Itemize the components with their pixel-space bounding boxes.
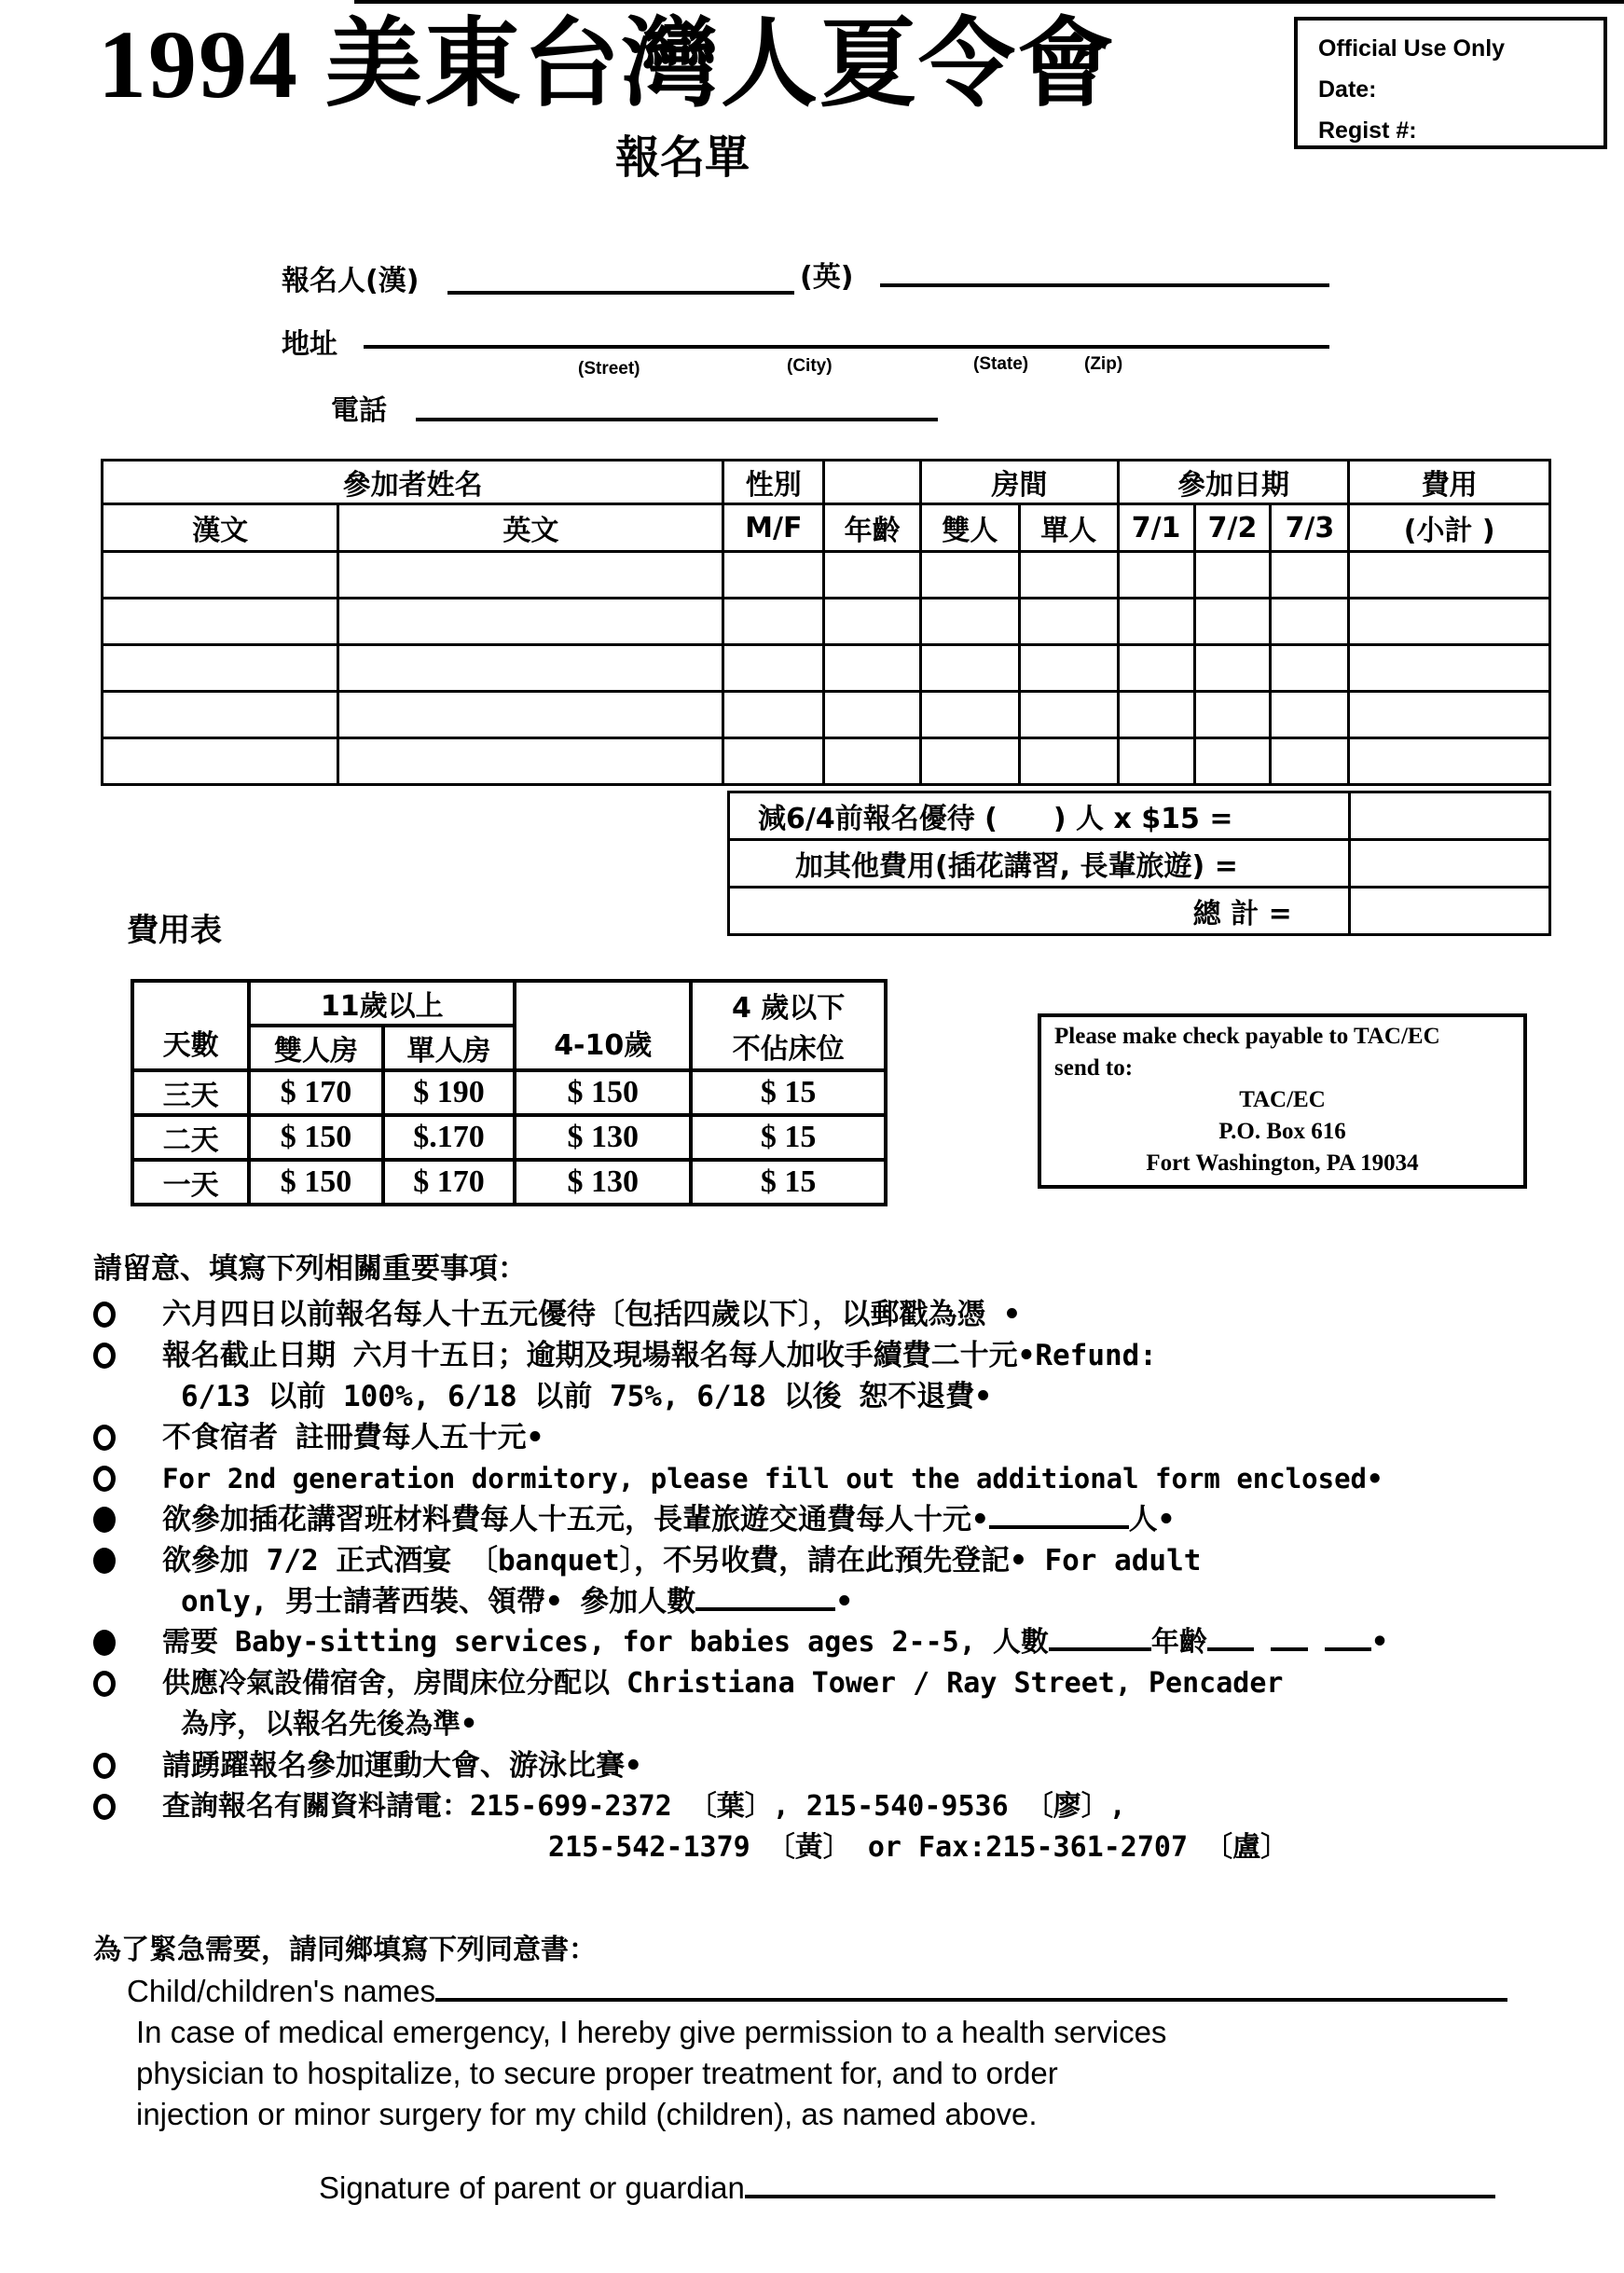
payment-line1: Please make check payable to TAC/EC xyxy=(1054,1024,1440,1049)
form-subtitle: 報名單 xyxy=(615,131,750,184)
babysitting-age-field-1[interactable] xyxy=(1207,1647,1254,1651)
other-fees-field[interactable] xyxy=(1349,840,1549,888)
note-item xyxy=(93,1745,1622,1786)
cell[interactable] xyxy=(824,738,921,785)
fee-age4-10: $ 150 xyxy=(515,1070,691,1115)
cell[interactable] xyxy=(1019,738,1118,785)
babysitting-count-field[interactable] xyxy=(1049,1647,1151,1651)
cell[interactable] xyxy=(1271,645,1349,692)
note-text: 欲參加插花講習班材料費每人十五元，長輩旅遊交通費每人十元• xyxy=(162,1503,989,1536)
col-room-single: 單人 xyxy=(1019,504,1118,552)
note-text: For 2nd generation dormitory, please fill out the additional form enclosed• xyxy=(162,1463,1383,1495)
cell[interactable] xyxy=(103,552,338,599)
fee-single: $ 170 xyxy=(383,1160,516,1205)
note-text: 需要 Baby-sitting services, for babies ages 2--5, 人數 xyxy=(162,1626,1049,1659)
other-fees-label: 加其他費用(插花講習, 長輩旅遊) = xyxy=(729,840,1350,888)
filled-bullet-icon xyxy=(93,1630,116,1656)
fee-age4-10: $ 130 xyxy=(515,1160,691,1205)
header-room: 房間 xyxy=(921,461,1119,504)
col-sex: M/F xyxy=(723,504,824,552)
address-field[interactable] xyxy=(364,345,1329,349)
phone-label: 電話 xyxy=(331,394,387,427)
col-name-en: 英文 xyxy=(338,504,723,552)
cell[interactable] xyxy=(103,692,338,738)
cell[interactable] xyxy=(1194,552,1271,599)
col-date-7-2: 7/2 xyxy=(1194,504,1271,552)
participant-row xyxy=(103,645,1550,692)
note-text: 欲參加 7/2 正式酒宴 〔banquet〕，不另收費，請在此預先登記• For adult xyxy=(162,1544,1202,1577)
registrant-name-en-label: (英) xyxy=(800,261,854,294)
col-date-7-1: 7/1 xyxy=(1118,504,1194,552)
top-rule xyxy=(354,0,1624,4)
address-hint-state: (State) xyxy=(973,354,1029,374)
note-text-cont: 6/13 以前 100%, 6/18 以前 75%, 6/18 以後 恕不退費• xyxy=(181,1380,992,1413)
consent-heading: 為了緊急需要，請同鄉填寫下列同意書： xyxy=(93,1934,597,1966)
fee-single: $.170 xyxy=(383,1115,516,1160)
cell[interactable] xyxy=(103,599,338,645)
payment-box xyxy=(1038,1013,1527,1189)
discount-label: 減6/4前報名優待 ( ) 人 x $15 = xyxy=(729,792,1350,840)
participant-row xyxy=(103,738,1550,785)
fee-under4: $ 15 xyxy=(691,1115,886,1160)
cell[interactable] xyxy=(723,692,824,738)
fee-under4: $ 15 xyxy=(691,1160,886,1205)
cell[interactable] xyxy=(723,552,824,599)
hollow-bullet-icon xyxy=(93,1671,116,1697)
cell[interactable] xyxy=(1194,692,1271,738)
participant-row xyxy=(103,692,1550,738)
summary-table xyxy=(727,791,1551,936)
payment-name: TAC/EC xyxy=(1239,1087,1326,1112)
cell[interactable] xyxy=(723,645,824,692)
note-item xyxy=(93,1499,1622,1540)
summary-row-other xyxy=(729,840,1550,888)
fee-table xyxy=(131,979,888,1206)
note-item xyxy=(93,1786,1622,1868)
payment-line2: send to: xyxy=(1054,1055,1134,1081)
hollow-bullet-icon xyxy=(93,1794,116,1820)
cell[interactable] xyxy=(1349,599,1550,645)
cell[interactable] xyxy=(1271,552,1349,599)
fee-header-age11: 11歲以上 xyxy=(249,981,515,1026)
official-use-box xyxy=(1294,17,1607,149)
registrant-name-cn-label: 報名人(漢) xyxy=(282,265,420,297)
note-item xyxy=(93,1294,1622,1335)
fee-row xyxy=(132,1115,886,1160)
cell[interactable] xyxy=(1194,738,1271,785)
note-text: 六月四日以前報名每人十五元優待〔包括四歲以下〕，以郵戳為憑 • xyxy=(162,1298,1021,1331)
note-text-cont: 215-542-1379 〔黃〕 or Fax:215-361-2707 〔盧〕 xyxy=(548,1831,1289,1864)
cell[interactable] xyxy=(338,692,723,738)
cell[interactable] xyxy=(824,645,921,692)
babysitting-age-field-2[interactable] xyxy=(1271,1647,1308,1651)
hollow-bullet-icon xyxy=(93,1302,116,1328)
fee-header-under4 xyxy=(691,981,886,1070)
cell[interactable] xyxy=(1271,692,1349,738)
consent-body-line: injection or minor surgery for my child (children), as named above. xyxy=(136,2097,1038,2131)
participant-row xyxy=(103,552,1550,599)
hollow-bullet-icon xyxy=(93,1753,116,1779)
payment-city: Fort Washington, PA 19034 xyxy=(1146,1150,1419,1176)
fee-header-double: 雙人房 xyxy=(249,1026,382,1070)
cell[interactable] xyxy=(1019,692,1118,738)
summary-row-total xyxy=(729,888,1550,935)
summary-row-discount xyxy=(729,792,1550,840)
fee-age4-10: $ 130 xyxy=(515,1115,691,1160)
address-hint-street: (Street) xyxy=(578,359,640,379)
note-text: 不食宿者 註冊費每人五十元• xyxy=(162,1421,544,1454)
cell[interactable] xyxy=(338,599,723,645)
col-age: 年齡 xyxy=(824,504,921,552)
cell[interactable] xyxy=(1349,738,1550,785)
cell[interactable] xyxy=(1019,599,1118,645)
note-text: 報名截止日期 六月十五日；逾期及現場報名每人加收手續費二十元•Refund: xyxy=(162,1339,1157,1372)
note-text-mid: 年齡 xyxy=(1150,1626,1207,1659)
note-text: 供應冷氣設備宿舍，房間床位分配以 Christiana Tower / Ray Street, Pencader xyxy=(162,1667,1284,1700)
discount-field[interactable] xyxy=(1349,792,1549,840)
col-date-7-3: 7/3 xyxy=(1271,504,1349,552)
fee-days: 一天 xyxy=(132,1160,249,1205)
fee-header-single: 單人房 xyxy=(383,1026,516,1070)
registrant-name-cn-field[interactable] xyxy=(447,291,794,295)
signature-label: Signature of parent or guardian xyxy=(319,2170,745,2205)
cell[interactable] xyxy=(824,552,921,599)
cell[interactable] xyxy=(103,645,338,692)
note-item xyxy=(93,1622,1622,1663)
cell[interactable] xyxy=(723,599,824,645)
total-label: 總 計 = xyxy=(729,888,1350,935)
fee-row xyxy=(132,1160,886,1205)
notes-section xyxy=(93,1246,1622,1868)
fee-header-under4-line1: 4 歲以下 xyxy=(731,992,846,1025)
cell[interactable] xyxy=(338,645,723,692)
filled-bullet-icon xyxy=(93,1548,116,1574)
fee-header-days: 天數 xyxy=(132,981,249,1070)
fee-header-age4-10: 4-10歲 xyxy=(515,981,691,1070)
hollow-bullet-icon xyxy=(93,1466,116,1492)
cell[interactable] xyxy=(1019,645,1118,692)
participant-row xyxy=(103,599,1550,645)
address-label: 地址 xyxy=(282,328,337,361)
cell[interactable] xyxy=(921,692,1020,738)
children-names-label: Child/children's names xyxy=(127,1974,435,2008)
children-names-field[interactable] xyxy=(435,1998,1507,2002)
cell[interactable] xyxy=(824,599,921,645)
cell[interactable] xyxy=(921,599,1020,645)
hollow-bullet-icon xyxy=(93,1425,116,1451)
official-use-title: Official Use Only xyxy=(1318,35,1506,62)
official-regist-field[interactable]: Regist #: xyxy=(1318,117,1417,144)
col-subtotal: (小計 ) xyxy=(1349,504,1550,552)
fee-days: 三天 xyxy=(132,1070,249,1115)
fee-days: 二天 xyxy=(132,1115,249,1160)
header-dates: 參加日期 xyxy=(1118,461,1349,504)
babysitting-age-field-3[interactable] xyxy=(1325,1647,1371,1651)
cell[interactable] xyxy=(921,738,1020,785)
cell[interactable] xyxy=(1349,645,1550,692)
fee-header-under4-line2: 不佔床位 xyxy=(732,1033,845,1066)
fee-double: $ 150 xyxy=(249,1160,382,1205)
cell[interactable] xyxy=(1271,599,1349,645)
header-participant-name: 參加者姓名 xyxy=(103,461,723,504)
official-date-field[interactable]: Date: xyxy=(1318,76,1377,103)
cell[interactable] xyxy=(921,645,1020,692)
cell[interactable] xyxy=(1194,599,1271,645)
cell[interactable] xyxy=(921,552,1020,599)
cell[interactable] xyxy=(1118,645,1194,692)
note-text-after: • xyxy=(1370,1626,1389,1659)
fee-table-title: 費用表 xyxy=(127,912,222,949)
address-hint-zip: (Zip) xyxy=(1084,354,1123,374)
note-text: 請踴躍報名參加運動大會、游泳比賽• xyxy=(162,1749,642,1783)
participants-table xyxy=(101,459,1551,786)
cell[interactable] xyxy=(1271,738,1349,785)
total-field[interactable] xyxy=(1349,888,1549,935)
cell[interactable] xyxy=(824,692,921,738)
note-text-cont: only, 男士請著西裝、領帶• 參加人數 xyxy=(181,1585,696,1619)
notes-heading: 請留意、填寫下列相關重要事項： xyxy=(93,1252,527,1286)
header-sex: 性別 xyxy=(723,461,824,504)
note-item xyxy=(93,1458,1622,1499)
consent-body-line: physician to hospitalize, to secure proper treatment for, and to order xyxy=(136,2056,1058,2090)
cell[interactable] xyxy=(1118,738,1194,785)
cell[interactable] xyxy=(1349,692,1550,738)
cell[interactable] xyxy=(103,738,338,785)
payment-box-number: P.O. Box 616 xyxy=(1218,1119,1346,1144)
signature-field[interactable] xyxy=(745,2195,1495,2198)
fee-row xyxy=(132,1070,886,1115)
note-item xyxy=(93,1335,1622,1417)
address-hint-city: (City) xyxy=(787,356,833,376)
consent-section xyxy=(93,1930,1603,2206)
fee-under4: $ 15 xyxy=(691,1070,886,1115)
col-room-double: 雙人 xyxy=(921,504,1020,552)
fee-double: $ 170 xyxy=(249,1070,382,1115)
filled-bullet-icon xyxy=(93,1507,116,1533)
cell[interactable] xyxy=(338,738,723,785)
fee-single: $ 190 xyxy=(383,1070,516,1115)
cell[interactable] xyxy=(1118,599,1194,645)
hollow-bullet-icon xyxy=(93,1343,116,1369)
cell[interactable] xyxy=(1118,692,1194,738)
fee-double: $ 150 xyxy=(249,1115,382,1160)
header-fee: 費用 xyxy=(1349,461,1550,504)
cell[interactable] xyxy=(1118,552,1194,599)
consent-body-line: In case of medical emergency, I hereby give permission to a health services xyxy=(136,2015,1167,2049)
note-item xyxy=(93,1417,1622,1458)
cell[interactable] xyxy=(1349,552,1550,599)
note-text-after: 人• xyxy=(1128,1503,1176,1536)
cell[interactable] xyxy=(1019,552,1118,599)
header-blank xyxy=(824,461,921,504)
phone-field[interactable] xyxy=(416,418,938,421)
cell[interactable] xyxy=(1194,645,1271,692)
cell[interactable] xyxy=(338,552,723,599)
note-text-after: • xyxy=(835,1585,853,1619)
cell[interactable] xyxy=(723,738,824,785)
form-title: 1994 美東台灣人夏令會 xyxy=(98,11,1117,118)
banquet-count-field[interactable] xyxy=(695,1607,835,1611)
flower-class-count-field[interactable] xyxy=(989,1525,1129,1529)
note-text: 查詢報名有關資料請電：215-699-2372 〔葉〕, 215-540-9536 〔廖〕, xyxy=(162,1790,1126,1823)
col-name-cn: 漢文 xyxy=(103,504,338,552)
note-item xyxy=(93,1540,1622,1622)
registrant-name-en-field[interactable] xyxy=(880,283,1329,287)
note-text-cont: 為序，以報名先後為準• xyxy=(181,1708,478,1741)
note-item xyxy=(93,1663,1622,1745)
